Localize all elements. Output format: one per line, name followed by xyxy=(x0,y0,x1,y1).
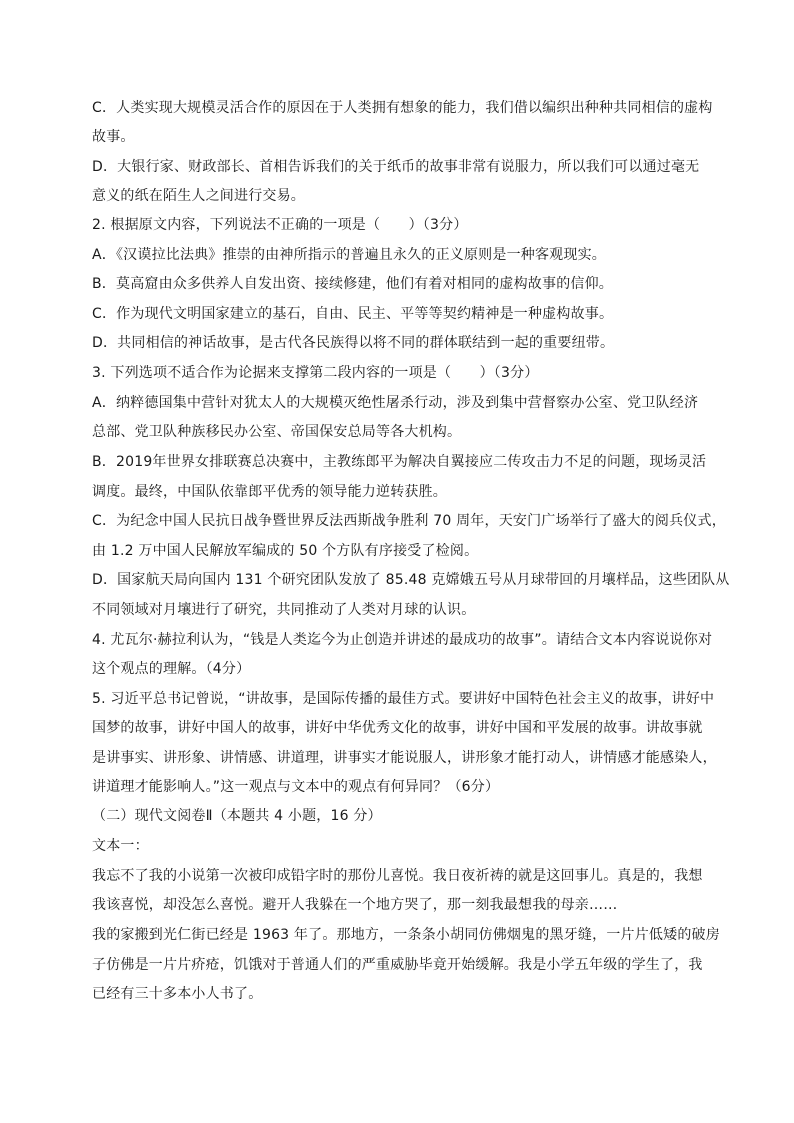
text-line: D．国家航天局向国内 131 个研究团队发放了 85.48 克嫦娥五号从月球带回的月壤样品，这些团队从 xyxy=(92,572,730,588)
option-b: B．莫高窟由众多供养人自发出资、接续修建，他们有着对相同的虚构故事的信仰。 xyxy=(92,276,614,292)
text-line: 总部、党卫队种族移民办公室、帝国保安总局等各大机构。 xyxy=(92,424,462,440)
option-d: D．共同相信的神话故事，是古代各民族得以将不同的群体联结到一起的重要纽带。 xyxy=(92,335,615,351)
text-line: 讲道理才能影响人。”这一观点与文本中的观点有何异同？（6分） xyxy=(92,779,500,795)
text-line: 我该喜悦，却没怎么喜悦。避开人我躲在一个地方哭了，那一刻我最想我的母亲…… xyxy=(92,897,618,913)
text-line: D．大银行家、财政部长、首相告诉我们的关于纸币的故事非常有说服力，所以我们可以通过毫无 xyxy=(92,159,700,175)
text-label: 文本一： xyxy=(92,838,149,854)
question-4-stem: 4. 尤瓦尔·赫拉利认为，“钱是人类迄今为止创造并讲述的最成功的故事”。请结合文本内容说说你对 xyxy=(92,632,713,648)
text-line: 这个观点的理解。（4分） xyxy=(92,661,251,677)
text-line: A．纳粹德国集中营针对犹太人的大规模灭绝性屠杀行动，涉及到集中营督察办公室、党卫队经济 xyxy=(92,395,699,411)
option-c: C．作为现代文明国家建立的基石，自由、民主、平等等契约精神是一种虚构故事。 xyxy=(92,306,614,322)
section-heading: （二）现代文阅卷Ⅱ（本题共 4 小题，16 分） xyxy=(92,808,382,824)
text-line: 已经有三十多本小人书了。 xyxy=(92,986,263,1002)
text-line: 我的家搬到光仁街已经是 1963 年了。那地方，一条条小胡同仿佛烟鬼的黑牙缝，一片片低矮的破房 xyxy=(92,927,720,943)
text-line: 子仿佛是一片片疥疮，饥饿对于普通人们的严重威胁毕竟开始缓解。我是小学五年级的学生了，我 xyxy=(92,957,703,973)
option-a: A．《汉谟拉比法典》推崇的由神所指示的普遍且永久的正义原则是一种客观现实。 xyxy=(92,247,606,263)
text-line: 不同领域对月壤进行了研究，共同推动了人类对月球的认识。 xyxy=(92,602,476,618)
text-line: 意义的纸在陌生人之间进行交易。 xyxy=(92,188,305,204)
text-line: C．人类实现大规模灵活合作的原因在于人类拥有想象的能力，我们借以编织出种种共同相信的虚构 xyxy=(92,100,713,116)
question-2-stem: 2. 根据原文内容，下列说法不正确的一项是（ ）（3分） xyxy=(92,217,468,233)
text-line: B．2019年世界女排联赛总决赛中，主教练郎平为解决自翼接应二传攻击力不足的问题，现场灵活 xyxy=(92,454,707,470)
question-3-stem: 3. 下列选项不适合作为论据来支撑第二段内容的一项是（ ）（3分） xyxy=(92,365,539,381)
text-line: 由 1.2 万中国人民解放军编成的 50 个方队有序接受了检阅。 xyxy=(92,543,479,559)
question-5-stem: 5. 习近平总书记曾说，“讲故事，是国际传播的最佳方式。要讲好中国特色社会主义的故事，讲好中 xyxy=(92,691,715,707)
text-line: 调度。最终，中国队依靠郎平优秀的领导能力逆转获胜。 xyxy=(92,484,447,500)
text-line: 是讲事实、讲形象、讲情感、讲道理，讲事实才能说服人，讲形象才能打动人，讲情感才能感染人， xyxy=(92,750,717,766)
text-line: C．为纪念中国人民抗日战争暨世界反法西斯战争胜利 70 周年，天安门广场举行了盛大的阅兵仪式， xyxy=(92,513,726,529)
text-line: 我忘不了我的小说第一次被印成铅字时的那份儿喜悦。我日夜祈祷的就是这回事儿。真是的，我想 xyxy=(92,868,703,884)
text-line: 故事。 xyxy=(92,129,135,145)
text-line: 国梦的故事，讲好中国人的故事，讲好中华优秀文化的故事，讲好中国和平发展的故事。讲故事就 xyxy=(92,720,703,736)
